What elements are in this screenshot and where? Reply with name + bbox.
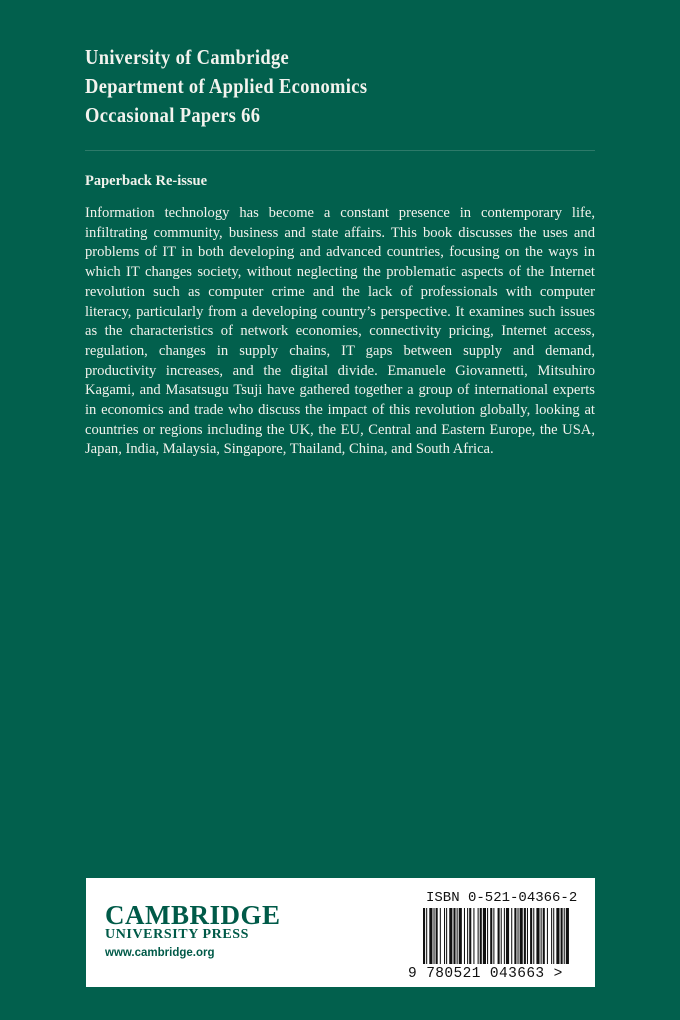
barcode-bar bbox=[478, 908, 479, 964]
reissue-label: Paperback Re-issue bbox=[85, 173, 208, 189]
series-title bbox=[85, 43, 413, 130]
barcode-bar bbox=[457, 908, 458, 964]
barcode-bar bbox=[506, 908, 509, 964]
barcode-bar bbox=[518, 908, 519, 964]
barcode-bar bbox=[446, 908, 447, 964]
barcode-bar bbox=[520, 908, 523, 964]
barcode-bar bbox=[551, 908, 552, 964]
barcode-bar bbox=[434, 908, 435, 964]
barcode-bar bbox=[467, 908, 468, 964]
book-description: Information technology has become a constant presence in contemporary life, infiltrating community, business and state affairs. This book discusses the uses and problems of IT in both developing and advanced countries, focusing on the ways in which IT changes society, without neglecting the problematic aspects of the Internet revolution such as computer crime and the lack of professionals with computer literacy, particularly from a developing country’s perspective. It examines such issues as the characteristics of network economies, connectivity pricing, Internet access, regulation, changes in supply chains, IT gaps between supply and demand, productivity increases, and the digital divide. Emanuele Giovannetti, Mitsuhiro Kagami, and Masatsugu Tsuji have gathered together a group of international experts in economics and trade who discuss the impact of this revolution globally, looking at countries or regions including the UK, the EU, Central and Eastern Europe, the USA, Japan, India, Malaysia, Singapore, Thailand, China, and South Africa. bbox=[85, 205, 595, 458]
barcode-bar bbox=[566, 908, 569, 964]
publisher-logo: CAMBRIDGE bbox=[105, 900, 281, 930]
barcode-bar bbox=[464, 908, 465, 964]
publisher-subtitle: UNIVERSITY PRESS bbox=[105, 927, 250, 942]
barcode-bar bbox=[423, 908, 425, 964]
barcode-digits: 9 780521 043663 > bbox=[408, 966, 563, 982]
barcode-bar bbox=[533, 908, 534, 964]
barcode-bar bbox=[487, 908, 488, 964]
barcode-bar bbox=[453, 908, 455, 964]
barcode-bar bbox=[501, 908, 502, 964]
barcode-bar bbox=[514, 908, 516, 964]
publisher-url[interactable]: www.cambridge.org bbox=[105, 947, 215, 959]
barcode-bar bbox=[530, 908, 532, 964]
barcode-bar bbox=[547, 908, 548, 964]
barcode-bar bbox=[473, 908, 474, 964]
barcode-bar bbox=[561, 908, 563, 964]
barcode bbox=[423, 908, 571, 964]
barcode-bar bbox=[469, 908, 471, 964]
barcode-bar bbox=[504, 908, 505, 964]
barcode-bar bbox=[480, 908, 482, 964]
barcode-bar bbox=[541, 908, 542, 964]
series-line-3: Occasional Papers 66 bbox=[85, 103, 261, 127]
barcode-bar bbox=[524, 908, 526, 964]
barcode-bar bbox=[490, 908, 492, 964]
isbn-label: ISBN 0-521-04366-2 bbox=[426, 890, 578, 906]
barcode-bar bbox=[511, 908, 512, 964]
divider bbox=[85, 150, 595, 151]
barcode-bar bbox=[536, 908, 539, 964]
barcode-bar bbox=[493, 908, 494, 964]
barcode-bar bbox=[436, 908, 438, 964]
publisher-box bbox=[86, 878, 595, 987]
barcode-bar bbox=[459, 908, 462, 964]
barcode-bar bbox=[553, 908, 554, 964]
barcode-bar bbox=[440, 908, 441, 964]
barcode-bar bbox=[498, 908, 500, 964]
barcode-bar bbox=[449, 908, 452, 964]
barcode-bar bbox=[426, 908, 427, 964]
series-line-2: Department of Applied Economics bbox=[85, 74, 368, 98]
barcode-bar bbox=[483, 908, 486, 964]
barcode-bar bbox=[429, 908, 432, 964]
barcode-bar bbox=[527, 908, 528, 964]
barcode-bar bbox=[444, 908, 445, 964]
barcode-bar bbox=[556, 908, 559, 964]
barcode-bar bbox=[564, 908, 565, 964]
series-line-1: University of Cambridge bbox=[85, 45, 290, 69]
barcode-bar bbox=[543, 908, 545, 964]
